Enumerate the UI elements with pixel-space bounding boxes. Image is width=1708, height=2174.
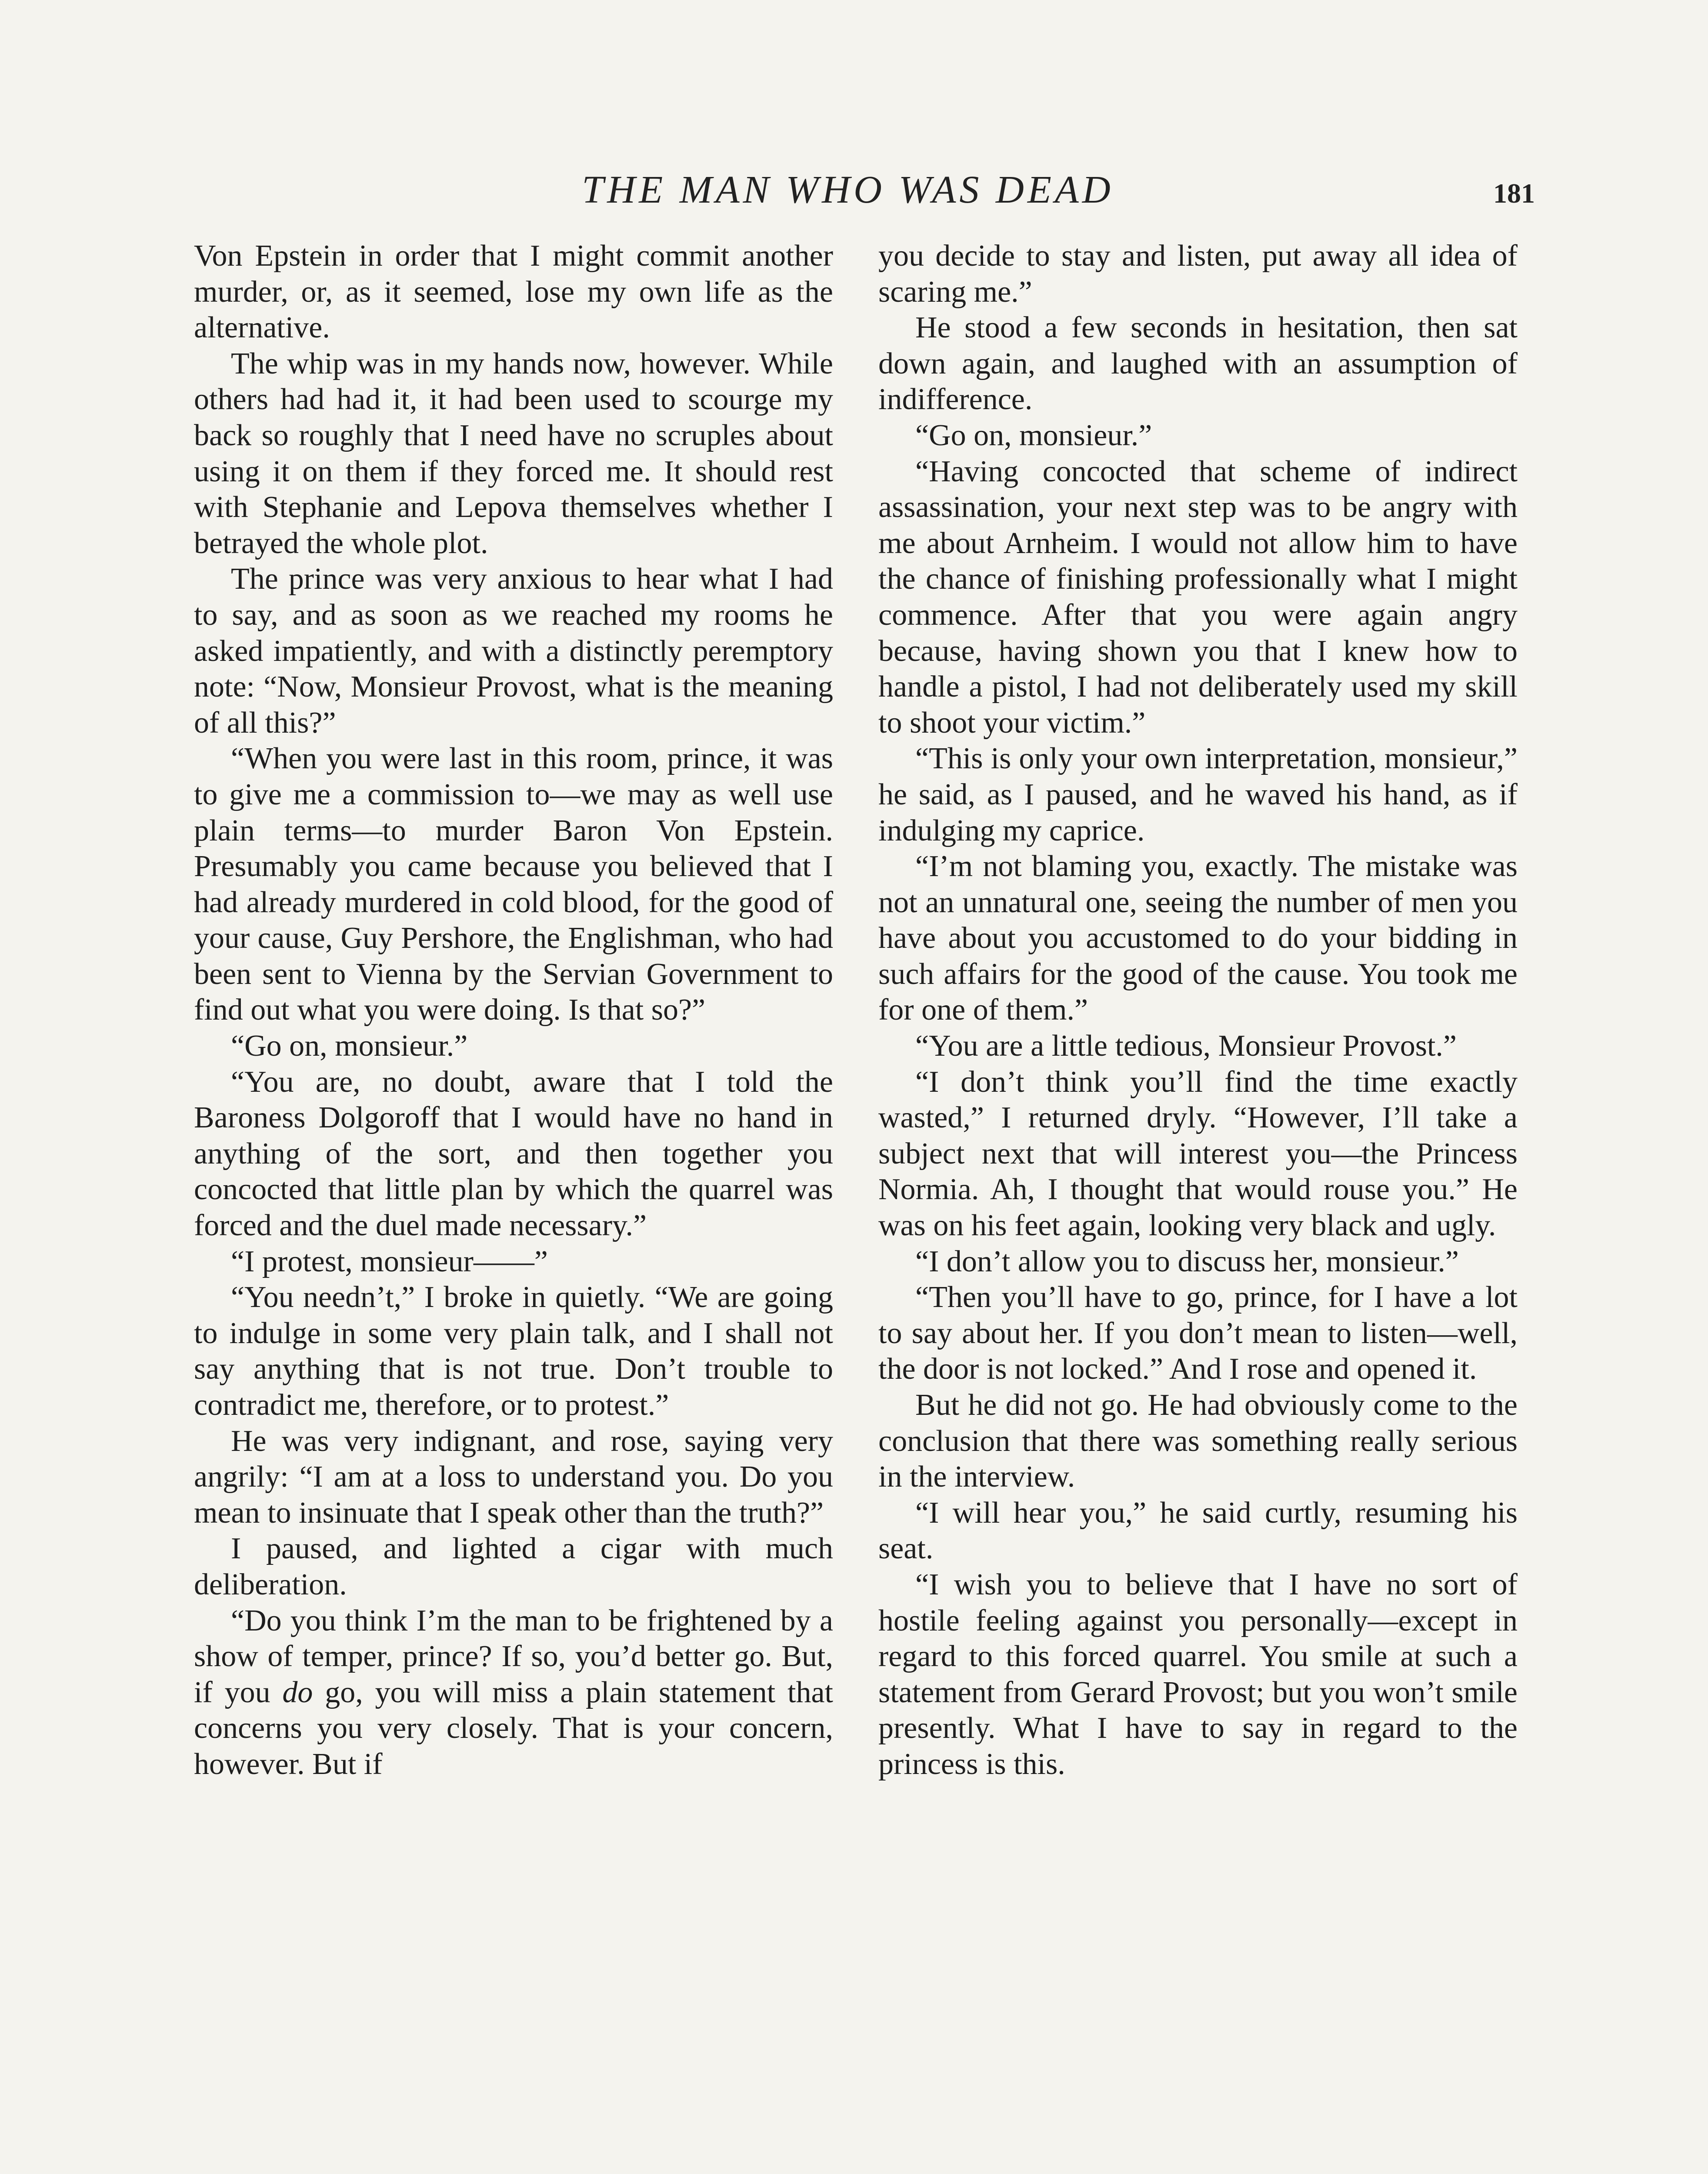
page-number: 181 xyxy=(1493,178,1535,209)
paragraph xyxy=(194,1603,833,1783)
paragraph: The prince was very anxious to hear what I had to say, and as soon as we reached my rooms he asked impatiently, and with a distinctly peremptory note: “Now, Monsieur Provost, what is the meaning of all this?” xyxy=(194,562,833,740)
paragraph: But he did not go. He had obviously come to the conclusion that there was something really serious in the interview. xyxy=(878,1388,1518,1494)
paragraph: “You are a little tedious, Monsieur Provost.” xyxy=(915,1029,1457,1063)
text-run: go, you will miss a plain statement that concerns you very closely. That is your concern, however. But if xyxy=(194,1675,833,1781)
paragraph: “Go on, monsieur.” xyxy=(915,418,1152,452)
paragraph: “I wish you to believe that I have no sort of hostile feeling against you personally—except in regard to this forced quarrel. You smile at such a statement from Gerard Provost; but you won’t smile presently. What I have to say in regard to the princess is this. xyxy=(878,1567,1518,1781)
paragraph: “When you were last in this room, prince, it was to give me a commission to—we may as well use plain terms—to murder Baron Von Epstein. Presumably you came because you believed that I had already murdered in cold blood, for the good of your cause, Guy Pershore, the Englishman, who had been sent to Vienna by the Servian Government to find out what you were doing. Is that so?” xyxy=(194,742,833,1027)
paragraph: “Go on, monsieur.” xyxy=(231,1029,468,1063)
paragraph: “You are, no doubt, aware that I told the Baroness Dolgoroff that I would have no hand in anything of the sort, and then together you concocted that little plan by which the quarrel was forced and the duel made necessary.” xyxy=(194,1065,833,1243)
paragraph: I paused, and lighted a cigar with much deliberation. xyxy=(194,1532,833,1601)
paragraph: He stood a few seconds in hesitation, then sat down again, and laughed with an assumption of indifference. xyxy=(878,311,1518,417)
paragraph: “This is only your own interpretation, monsieur,” he said, as I paused, and he waved his hand, as if indulging my caprice. xyxy=(878,742,1518,847)
paragraph: “I will hear you,” he said curtly, resuming his seat. xyxy=(878,1496,1518,1566)
paragraph: “I don’t allow you to discuss her, monsieur.” xyxy=(915,1244,1459,1278)
paragraph: The whip was in my hands now, however. While others had had it, it had been used to scourge my back so roughly that I need have no scruples about using it on them if they forced me. It should rest with Stephanie and Lepova themselves whether I betrayed the whole plot. xyxy=(194,347,833,560)
paragraph: “I don’t think you’ll find the time exactly wasted,” I returned dryly. “However, I’ll take a subject next that will interest you—the Princess Normia. Ah, I thought that would rouse you.” He was on his feet again, looking very black and ugly. xyxy=(878,1065,1518,1243)
paragraph: “I protest, monsieur——” xyxy=(231,1244,548,1278)
paragraph: “Having concocted that scheme of indirect assassination, your next step was to be angry with me about Arnheim. I would not allow him to have the chance of finishing professionally what I might commence. After that you were again angry because, having shown you that I knew how to handle a pistol, I had not deliberately used my skill to shoot your victim.” xyxy=(878,454,1518,740)
emphasis: do xyxy=(282,1675,313,1709)
text-run: “Do you think I’m the man to be frightened by a show of temper, prince? If so, you’d better go. But, if you xyxy=(194,1604,833,1709)
left-column xyxy=(194,238,833,1783)
paragraph: “Then you’ll have to go, prince, for I have a lot to say about her. If you don’t mean to listen—well, the door is not locked.” And I rose and opened it. xyxy=(878,1280,1518,1386)
paragraph: “You needn’t,” I broke in quietly. “We are going to indulge in some very plain talk, and I shall not say anything that is not true. Don’t trouble to contradict me, therefore, or to protest.” xyxy=(194,1280,833,1422)
paragraph: He was very indignant, and rose, saying very angrily: “I am at a loss to understand you. Do you mean to insinuate that I speak other than the truth?” xyxy=(194,1424,833,1530)
right-column xyxy=(878,238,1518,1783)
paragraph: you decide to stay and listen, put away all idea of scaring me.” xyxy=(878,239,1518,309)
paragraph: “I’m not blaming you, exactly. The mistake was not an unnatural one, seeing the number of men you have about you accustomed to do your bidding in such affairs for the good of the cause. You took me for one of them.” xyxy=(878,850,1518,1027)
running-title: THE MAN WHO WAS DEAD xyxy=(582,168,1114,211)
paragraph: Von Epstein in order that I might commit another murder, or, as it seemed, lose my own life as the alternative. xyxy=(194,239,833,345)
